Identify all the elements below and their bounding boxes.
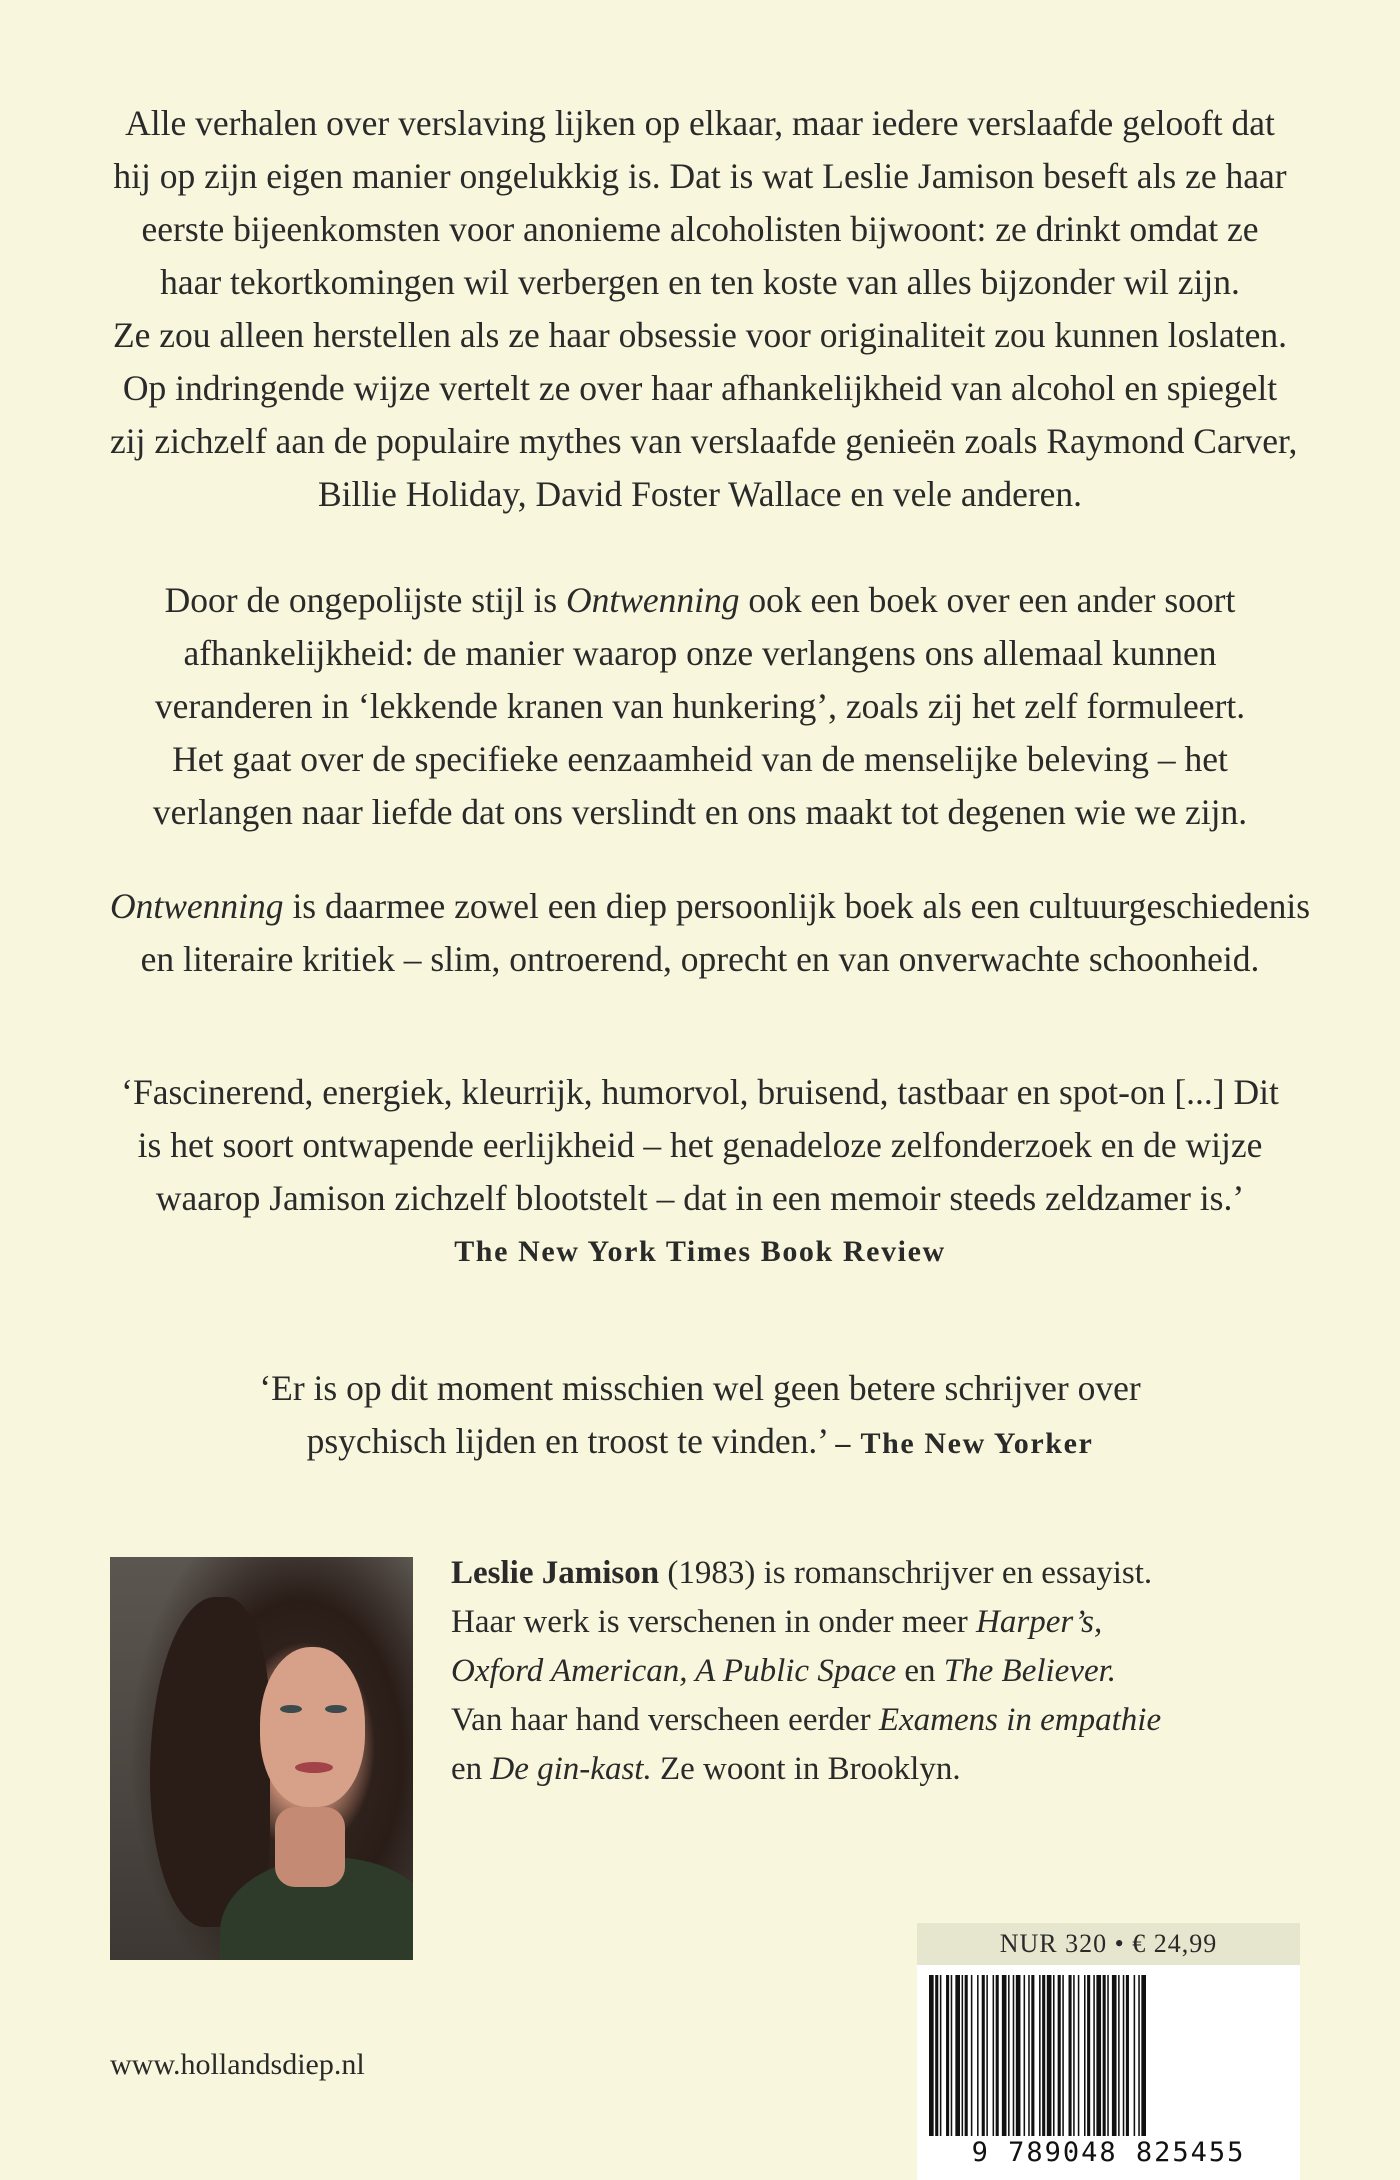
barcode-bar bbox=[1013, 1975, 1015, 2150]
barcode-bar bbox=[929, 1975, 934, 2150]
barcode-bar bbox=[1031, 1975, 1034, 2150]
barcode-bar bbox=[1103, 1975, 1106, 2150]
book-title: Ontwenning bbox=[110, 886, 284, 926]
text-fragment: Van haar hand verscheen eerder bbox=[451, 1702, 879, 1738]
quote-line: is het soort ontwapende eerlijkheid – het genadeloze zelfonderzoek en de wijze bbox=[137, 1125, 1263, 1165]
barcode-bar bbox=[1069, 1975, 1072, 2150]
barcode-bar bbox=[1093, 1975, 1095, 2150]
barcode-bar bbox=[1053, 1975, 1055, 2150]
photo-neck bbox=[275, 1807, 345, 1887]
book-title: De gin-kast. bbox=[490, 1751, 652, 1787]
text-line: Ze zou alleen herstellen als ze haar obsessie voor originaliteit zou kunnen loslaten. bbox=[112, 315, 1288, 355]
bio-line bbox=[451, 1647, 1271, 1696]
barcode-bar bbox=[1002, 1975, 1007, 2150]
review-quote-nyt bbox=[110, 1066, 1290, 1278]
text-fragment: en bbox=[896, 1653, 944, 1689]
barcode-bar bbox=[986, 1975, 988, 2150]
barcode-bar bbox=[1123, 1975, 1125, 2150]
quote-line bbox=[110, 1415, 1290, 1470]
bio-line bbox=[451, 1696, 1271, 1745]
barcode-icon bbox=[925, 1975, 1293, 2150]
barcode-bar bbox=[1107, 1975, 1109, 2150]
publication-title: Harper’s, bbox=[976, 1604, 1103, 1640]
barcode-bar bbox=[1042, 1975, 1045, 2150]
barcode-bar bbox=[1028, 1975, 1030, 2150]
text-line: en literaire kritiek – slim, ontroerend, oprecht en van onverwachte schoonheid. bbox=[140, 939, 1260, 979]
barcode-bar bbox=[946, 1975, 949, 2150]
text-line: eerste bijeenkomsten voor anonieme alcoholisten bijwoont: ze drinkt omdat ze bbox=[141, 209, 1259, 249]
barcode-bar bbox=[965, 1975, 968, 2150]
barcode-bar bbox=[1008, 1975, 1010, 2150]
publication-title: The Believer. bbox=[943, 1653, 1117, 1689]
barcode-bar bbox=[1118, 1975, 1120, 2150]
barcode-bar bbox=[951, 1975, 953, 2150]
author-name: Leslie Jamison bbox=[451, 1555, 660, 1591]
publisher-website[interactable]: www.hollandsdiep.nl bbox=[110, 2048, 365, 2081]
photo-face bbox=[260, 1647, 365, 1807]
text-line: Alle verhalen over verslaving lijken op elkaar, maar iedere verslaafde gelooft dat bbox=[125, 103, 1275, 143]
barcode-bar bbox=[1096, 1975, 1101, 2150]
barcode-bar bbox=[1112, 1975, 1117, 2150]
text-line: haar tekortkomingen wil verbergen en ten koste van alles bijzonder wil zijn. bbox=[160, 262, 1240, 302]
barcode-bar bbox=[1039, 1975, 1041, 2150]
book-title: Ontwenning bbox=[565, 580, 740, 620]
review-quote-new-yorker bbox=[110, 1362, 1290, 1470]
text-fragment: is daarmee zowel een diep persoonlijk boek als een cultuurgeschiedenis bbox=[283, 886, 1311, 926]
barcode-bar bbox=[1024, 1975, 1026, 2150]
text-fragment: psychisch lijden en troost te vinden.’ bbox=[306, 1421, 836, 1461]
photo-eye bbox=[325, 1705, 347, 1713]
text-line: Billie Holiday, David Foster Wallace en vele anderen. bbox=[317, 474, 1083, 514]
text-fragment: Ze woont in Brooklyn. bbox=[651, 1751, 961, 1787]
bio-line bbox=[451, 1549, 1271, 1598]
text-line: veranderen in ‘lekkende kranen van hunkering’, zoals zij het zelf formuleert. bbox=[154, 686, 1246, 726]
bio-line bbox=[451, 1745, 1271, 1794]
text-fragment: Door de ongepolijste stijl is bbox=[164, 580, 566, 620]
text-line: verlangen naar liefde dat ons verslindt en ons maakt tot degenen wie we zijn. bbox=[152, 792, 1248, 832]
photo-eye bbox=[280, 1705, 302, 1713]
barcode-bar bbox=[1047, 1975, 1052, 2150]
text-fragment: Haar werk is verschenen in onder meer bbox=[451, 1604, 977, 1640]
quote-source: – The New Yorker bbox=[835, 1427, 1094, 1460]
text-fragment: en bbox=[451, 1751, 491, 1787]
text-line: hij op zijn eigen manier ongelukkig is. Dat is wat Leslie Jamison beseft als ze haar bbox=[113, 156, 1287, 196]
barcode-bar bbox=[971, 1975, 973, 2150]
description-paragraph-1 bbox=[110, 97, 1298, 521]
text-fragment: (1983) is romanschrijver en essayist. bbox=[659, 1555, 1153, 1591]
bio-line bbox=[451, 1598, 1271, 1647]
price-label: NUR 320 • € 24,99 bbox=[917, 1923, 1300, 1965]
text-line: Op indringende wijze vertelt ze over haar afhankelijkheid van alcohol en spiegelt bbox=[122, 368, 1278, 408]
barcode-bar bbox=[955, 1975, 960, 2150]
text-line bbox=[110, 880, 1311, 933]
quote-line: ‘Er is op dit moment misschien wel geen betere schrijver over bbox=[259, 1368, 1141, 1408]
barcode-bar bbox=[962, 1975, 964, 2150]
barcode-bar bbox=[1084, 1975, 1086, 2150]
barcode-bar bbox=[1078, 1975, 1080, 2150]
barcode-bar bbox=[940, 1975, 942, 2150]
barcode-bar bbox=[1062, 1975, 1064, 2150]
barcode-bar bbox=[993, 1975, 995, 2150]
quote-source: The New York Times Book Review bbox=[454, 1235, 946, 1268]
barcode-bar bbox=[1087, 1975, 1090, 2150]
barcode-bar bbox=[1126, 1975, 1129, 2150]
barcode-bar bbox=[1073, 1975, 1075, 2150]
quote-line: waarop Jamison zichzelf blootstelt – dat in een memoir steeds zeldzamer is.’ bbox=[155, 1178, 1245, 1218]
description-paragraph-3 bbox=[110, 880, 1311, 986]
barcode-bar bbox=[977, 1975, 979, 2150]
text-line: Het gaat over de specifieke eenzaamheid van de menselijke beleving – het bbox=[172, 739, 1228, 779]
text-fragment: ook een boek over een ander soort bbox=[739, 580, 1236, 620]
author-photo bbox=[110, 1557, 413, 1960]
book-title: Examens in empathie bbox=[878, 1702, 1162, 1738]
barcode-bar bbox=[935, 1975, 938, 2150]
barcode-bar bbox=[996, 1975, 999, 2150]
barcode-bar bbox=[1138, 1975, 1140, 2150]
description-paragraph-2 bbox=[110, 574, 1290, 839]
text-line bbox=[110, 574, 1290, 627]
barcode-bar bbox=[1016, 1975, 1021, 2150]
isbn-number: 9 789048 825455 bbox=[917, 2136, 1300, 2170]
barcode-bar bbox=[1141, 1975, 1146, 2150]
author-bio bbox=[451, 1549, 1271, 1794]
barcode-bar bbox=[1058, 1975, 1061, 2150]
barcode-bar bbox=[1134, 1975, 1136, 2150]
quote-line: ‘Fascinerend, energiek, kleurrijk, humorvol, bruisend, tastbaar en spot-on [...] Dit bbox=[121, 1072, 1279, 1112]
text-line: afhankelijkheid: de manier waarop onze verlangens ons allemaal kunnen bbox=[183, 633, 1217, 673]
text-line: zij zichzelf aan de populaire mythes van verslaafde genieën zoals Raymond Carver, bbox=[110, 421, 1298, 461]
barcode-bar bbox=[982, 1975, 985, 2150]
photo-lips bbox=[295, 1762, 333, 1773]
publication-title: Oxford American, A Public Space bbox=[451, 1653, 897, 1689]
